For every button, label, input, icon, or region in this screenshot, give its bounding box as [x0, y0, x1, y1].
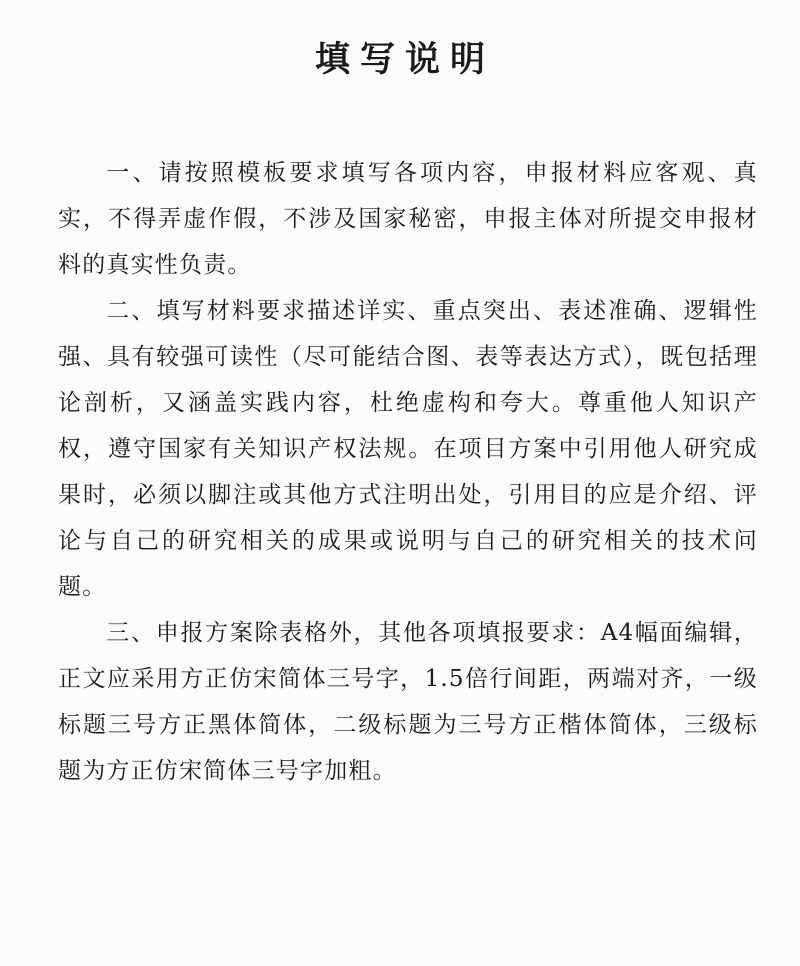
paragraph-1: 一、请按照模板要求填写各项内容，申报材料应客观、真实，不得弄虚作假，不涉及国家秘密，申报主体对所提交申报材料的真实性负责。 — [58, 160, 758, 278]
paragraph-2: 二、填写材料要求描述详实、重点突出、表述准确、逻辑性强、具有较强可读性（尽可能结合图、表等表达方式），既包括理论剖析，又涵盖实践内容，杜绝虚构和夸大。尊重他人知识产权，遵守国家有关知识产权法规。在项目方案中引用他人研究成果时，必须以脚注或其他方式注明出处，引用目的应是介绍、评论与自己的研究相关的成果或说明与自己的研究相关的技术问题。 — [58, 298, 758, 600]
paragraph-3: 三、申报方案除表格外，其他各项填报要求：A4幅面编辑，正文应采用方正仿宋简体三号字，1.5倍行间距，两端对齐，一级标题三号方正黑体简体，二级标题为三号方正楷体简体，三级标题为方正仿宋简体三号字加粗。 — [58, 620, 758, 784]
page-title: 填写说明 — [314, 40, 495, 80]
document-body — [58, 150, 758, 794]
